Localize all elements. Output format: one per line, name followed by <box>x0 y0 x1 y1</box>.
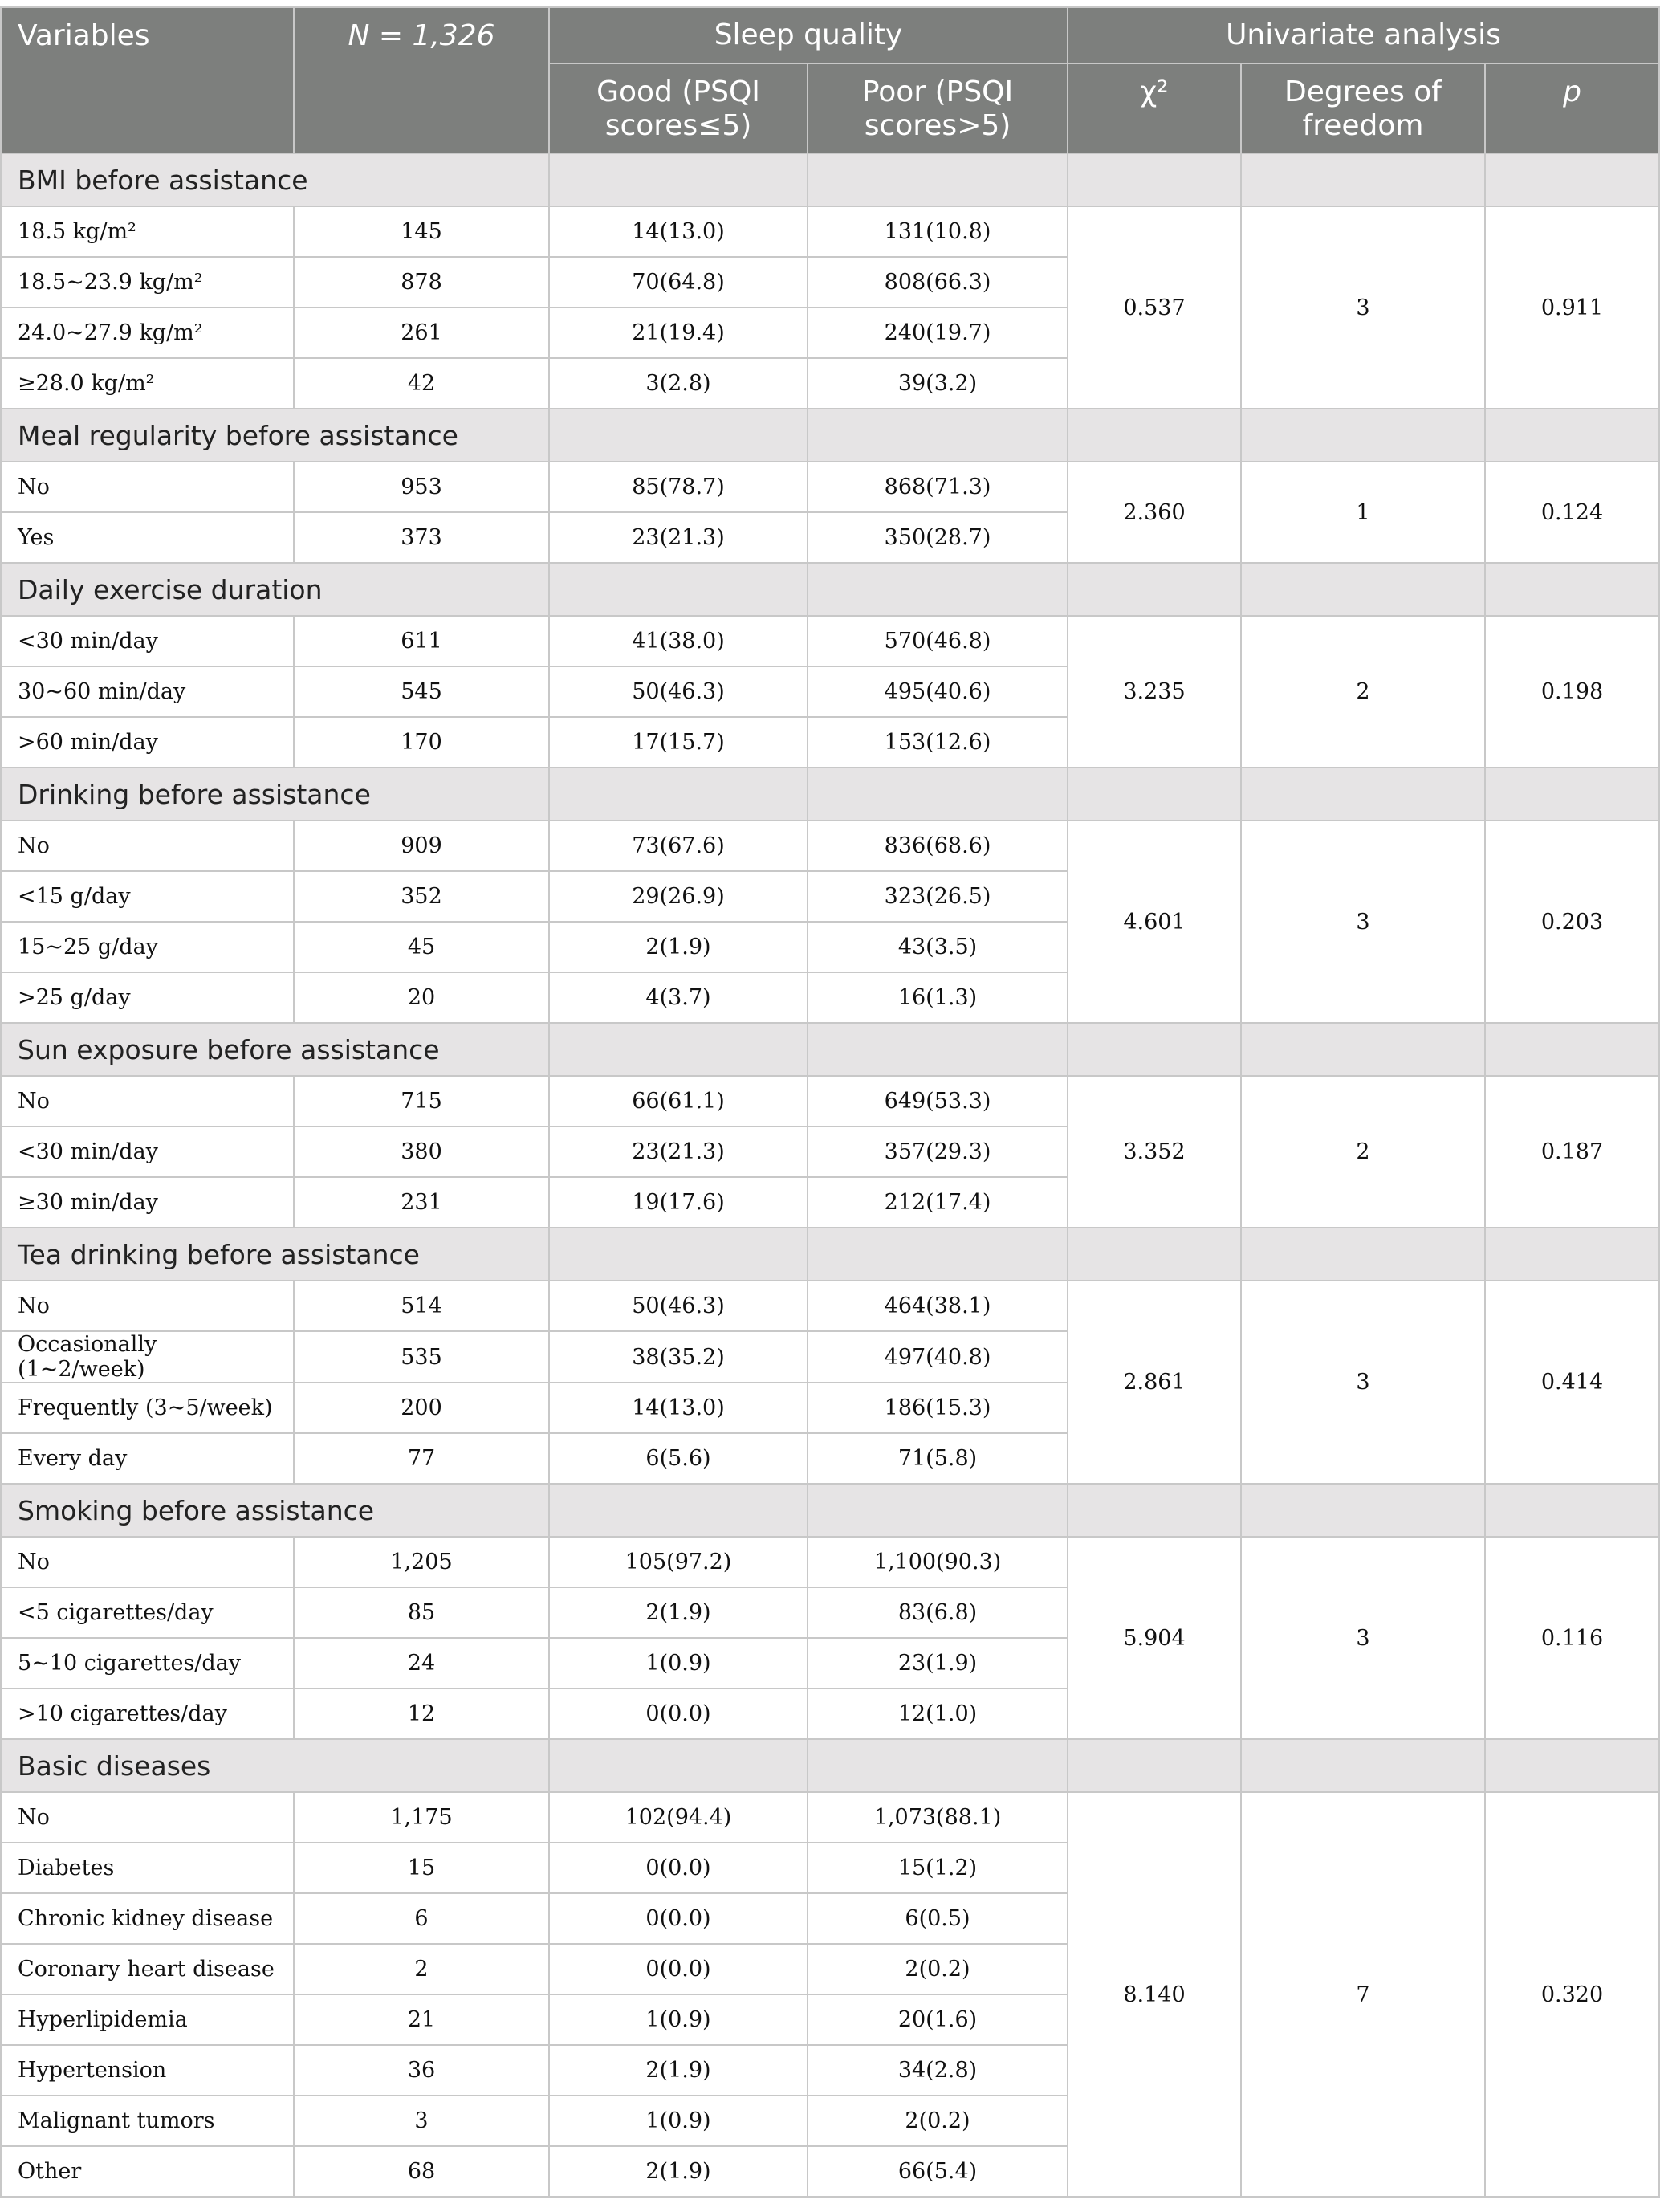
row-good: 85(78.7) <box>549 462 808 512</box>
table-row <box>1 1537 1659 1587</box>
row-n: 514 <box>294 1281 549 1331</box>
row-good: 105(97.2) <box>549 1537 808 1587</box>
table-row <box>1 1792 1659 1843</box>
row-good: 2(1.9) <box>549 922 808 972</box>
group-empty-cell <box>549 409 808 462</box>
group-empty-cell <box>1241 153 1485 206</box>
row-chi-square: 2.861 <box>1068 1281 1241 1484</box>
row-poor: 495(40.6) <box>808 666 1068 717</box>
row-poor: 153(12.6) <box>808 717 1068 768</box>
row-poor: 66(5.4) <box>808 2146 1068 2197</box>
row-degrees-of-freedom: 7 <box>1241 1792 1485 2197</box>
group-empty-cell <box>549 1739 808 1792</box>
group-row <box>1 1228 1659 1281</box>
group-label: Tea drinking before assistance <box>1 1228 549 1281</box>
group-empty-cell <box>1068 1484 1241 1537</box>
header-degrees-of-freedom: Degrees of freedom <box>1241 63 1485 153</box>
row-label: Frequently (3~5/week) <box>1 1383 294 1433</box>
group-empty-cell <box>1485 563 1659 616</box>
row-label: No <box>1 462 294 512</box>
row-good: 21(19.4) <box>549 308 808 358</box>
header-sleep-quality: Sleep quality <box>549 7 1068 63</box>
row-good: 0(0.0) <box>549 1843 808 1893</box>
row-poor: 323(26.5) <box>808 871 1068 922</box>
row-good: 14(13.0) <box>549 206 808 257</box>
group-label: Basic diseases <box>1 1739 549 1792</box>
row-n: 380 <box>294 1126 549 1177</box>
group-empty-cell <box>549 153 808 206</box>
row-n: 2 <box>294 1944 549 1994</box>
row-n: 12 <box>294 1689 549 1739</box>
row-label: 18.5 kg/m² <box>1 206 294 257</box>
group-empty-cell <box>808 563 1068 616</box>
row-poor: 868(71.3) <box>808 462 1068 512</box>
table-row <box>1 616 1659 666</box>
row-n: 77 <box>294 1433 549 1484</box>
row-label: Chronic kidney disease <box>1 1893 294 1944</box>
header-p-text: p <box>1563 75 1581 108</box>
header-n-text: N = 1,326 <box>348 19 495 52</box>
row-label: 5~10 cigarettes/day <box>1 1638 294 1689</box>
table-row <box>1 821 1659 871</box>
row-n: 545 <box>294 666 549 717</box>
row-label: Other <box>1 2146 294 2197</box>
row-degrees-of-freedom: 3 <box>1241 206 1485 409</box>
row-good: 41(38.0) <box>549 616 808 666</box>
row-n: 373 <box>294 512 549 563</box>
group-empty-cell <box>1068 1739 1241 1792</box>
row-n: 15 <box>294 1843 549 1893</box>
group-empty-cell <box>1485 768 1659 821</box>
row-n: 909 <box>294 821 549 871</box>
group-row <box>1 1023 1659 1076</box>
row-n: 36 <box>294 2045 549 2096</box>
row-good: 3(2.8) <box>549 358 808 409</box>
row-n: 21 <box>294 1994 549 2045</box>
row-good: 23(21.3) <box>549 512 808 563</box>
row-poor: 497(40.8) <box>808 1331 1068 1383</box>
header-poor: Poor (PSQI scores>5) <box>808 63 1068 153</box>
row-label: Yes <box>1 512 294 563</box>
row-good: 50(46.3) <box>549 1281 808 1331</box>
row-label: >60 min/day <box>1 717 294 768</box>
group-empty-cell <box>808 768 1068 821</box>
table-header <box>1 7 1659 153</box>
table-body <box>1 153 1659 2197</box>
row-label: 30~60 min/day <box>1 666 294 717</box>
row-n: 68 <box>294 2146 549 2197</box>
row-p-value: 0.116 <box>1485 1537 1659 1739</box>
row-good: 17(15.7) <box>549 717 808 768</box>
row-p-value: 0.414 <box>1485 1281 1659 1484</box>
row-label: 24.0~27.9 kg/m² <box>1 308 294 358</box>
group-empty-cell <box>808 409 1068 462</box>
table-row <box>1 1076 1659 1126</box>
row-poor: 357(29.3) <box>808 1126 1068 1177</box>
row-poor: 240(19.7) <box>808 308 1068 358</box>
group-empty-cell <box>1241 1484 1485 1537</box>
row-poor: 15(1.2) <box>808 1843 1068 1893</box>
row-good: 19(17.6) <box>549 1177 808 1228</box>
row-good: 0(0.0) <box>549 1944 808 1994</box>
row-p-value: 0.198 <box>1485 616 1659 768</box>
sleep-quality-table <box>0 6 1660 2198</box>
row-n: 715 <box>294 1076 549 1126</box>
row-poor: 649(53.3) <box>808 1076 1068 1126</box>
row-poor: 39(3.2) <box>808 358 1068 409</box>
row-label: Every day <box>1 1433 294 1484</box>
row-chi-square: 2.360 <box>1068 462 1241 563</box>
row-n: 42 <box>294 358 549 409</box>
row-good: 2(1.9) <box>549 2045 808 2096</box>
row-n: 3 <box>294 2096 549 2146</box>
group-label: Sun exposure before assistance <box>1 1023 549 1076</box>
row-label: <30 min/day <box>1 616 294 666</box>
row-chi-square: 4.601 <box>1068 821 1241 1023</box>
row-p-value: 0.187 <box>1485 1076 1659 1228</box>
row-n: 85 <box>294 1587 549 1638</box>
group-empty-cell <box>1485 153 1659 206</box>
group-empty-cell <box>1485 1484 1659 1537</box>
row-degrees-of-freedom: 3 <box>1241 1281 1485 1484</box>
header-variables: Variables <box>1 7 294 153</box>
group-empty-cell <box>808 1023 1068 1076</box>
row-poor: 808(66.3) <box>808 257 1068 308</box>
row-good: 4(3.7) <box>549 972 808 1023</box>
row-label: Diabetes <box>1 1843 294 1893</box>
row-n: 231 <box>294 1177 549 1228</box>
group-empty-cell <box>1068 768 1241 821</box>
row-poor: 1,073(88.1) <box>808 1792 1068 1843</box>
row-poor: 12(1.0) <box>808 1689 1068 1739</box>
row-n: 20 <box>294 972 549 1023</box>
group-row <box>1 1739 1659 1792</box>
group-empty-cell <box>808 1484 1068 1537</box>
row-n: 611 <box>294 616 549 666</box>
row-good: 2(1.9) <box>549 1587 808 1638</box>
row-label: No <box>1 821 294 871</box>
row-poor: 186(15.3) <box>808 1383 1068 1433</box>
group-empty-cell <box>808 153 1068 206</box>
row-p-value: 0.203 <box>1485 821 1659 1023</box>
row-good: 1(0.9) <box>549 1638 808 1689</box>
row-label: >10 cigarettes/day <box>1 1689 294 1739</box>
row-poor: 570(46.8) <box>808 616 1068 666</box>
row-n: 145 <box>294 206 549 257</box>
group-row <box>1 409 1659 462</box>
group-empty-cell <box>549 1228 808 1281</box>
row-good: 14(13.0) <box>549 1383 808 1433</box>
row-good: 29(26.9) <box>549 871 808 922</box>
header-p-value <box>1485 63 1659 153</box>
row-n: 1,205 <box>294 1537 549 1587</box>
row-poor: 83(6.8) <box>808 1587 1068 1638</box>
group-empty-cell <box>1241 1023 1485 1076</box>
table-row <box>1 1281 1659 1331</box>
row-poor: 20(1.6) <box>808 1994 1068 2045</box>
group-row <box>1 1484 1659 1537</box>
row-n: 878 <box>294 257 549 308</box>
group-empty-cell <box>1241 1739 1485 1792</box>
row-poor: 16(1.3) <box>808 972 1068 1023</box>
header-good: Good (PSQI scores≤5) <box>549 63 808 153</box>
group-empty-cell <box>1068 1023 1241 1076</box>
row-good: 0(0.0) <box>549 1689 808 1739</box>
row-label: Occasionally (1~2/week) <box>1 1331 294 1383</box>
row-degrees-of-freedom: 3 <box>1241 821 1485 1023</box>
group-row <box>1 153 1659 206</box>
row-n: 45 <box>294 922 549 972</box>
row-label: >25 g/day <box>1 972 294 1023</box>
row-label: <30 min/day <box>1 1126 294 1177</box>
row-poor: 212(17.4) <box>808 1177 1068 1228</box>
row-chi-square: 0.537 <box>1068 206 1241 409</box>
row-label: No <box>1 1076 294 1126</box>
row-good: 70(64.8) <box>549 257 808 308</box>
row-poor: 464(38.1) <box>808 1281 1068 1331</box>
group-empty-cell <box>549 1023 808 1076</box>
row-n: 261 <box>294 308 549 358</box>
group-empty-cell <box>1485 1023 1659 1076</box>
row-n: 170 <box>294 717 549 768</box>
row-label: 18.5~23.9 kg/m² <box>1 257 294 308</box>
group-empty-cell <box>1241 1228 1485 1281</box>
row-poor: 350(28.7) <box>808 512 1068 563</box>
row-poor: 2(0.2) <box>808 2096 1068 2146</box>
row-poor: 131(10.8) <box>808 206 1068 257</box>
group-empty-cell <box>1485 1739 1659 1792</box>
row-n: 535 <box>294 1331 549 1383</box>
row-poor: 6(0.5) <box>808 1893 1068 1944</box>
row-label: 15~25 g/day <box>1 922 294 972</box>
row-good: 1(0.9) <box>549 1994 808 2045</box>
row-good: 2(1.9) <box>549 2146 808 2197</box>
row-n: 953 <box>294 462 549 512</box>
group-empty-cell <box>1241 768 1485 821</box>
group-row <box>1 563 1659 616</box>
row-degrees-of-freedom: 2 <box>1241 1076 1485 1228</box>
row-degrees-of-freedom: 1 <box>1241 462 1485 563</box>
header-chi-square: χ² <box>1068 63 1241 153</box>
group-empty-cell <box>1485 409 1659 462</box>
row-n: 200 <box>294 1383 549 1433</box>
row-n: 352 <box>294 871 549 922</box>
row-good: 6(5.6) <box>549 1433 808 1484</box>
group-row <box>1 768 1659 821</box>
group-label: Meal regularity before assistance <box>1 409 549 462</box>
row-good: 0(0.0) <box>549 1893 808 1944</box>
row-poor: 43(3.5) <box>808 922 1068 972</box>
row-p-value: 0.320 <box>1485 1792 1659 2197</box>
row-label: <15 g/day <box>1 871 294 922</box>
row-label: No <box>1 1792 294 1843</box>
row-n: 6 <box>294 1893 549 1944</box>
row-good: 102(94.4) <box>549 1792 808 1843</box>
row-label: Hyperlipidemia <box>1 1994 294 2045</box>
row-poor: 34(2.8) <box>808 2045 1068 2096</box>
row-label: No <box>1 1281 294 1331</box>
group-empty-cell <box>1068 409 1241 462</box>
row-label: Hypertension <box>1 2045 294 2096</box>
table-row <box>1 462 1659 512</box>
row-n: 1,175 <box>294 1792 549 1843</box>
row-label: No <box>1 1537 294 1587</box>
row-poor: 71(5.8) <box>808 1433 1068 1484</box>
row-good: 1(0.9) <box>549 2096 808 2146</box>
row-good: 23(21.3) <box>549 1126 808 1177</box>
group-label: BMI before assistance <box>1 153 549 206</box>
row-degrees-of-freedom: 2 <box>1241 616 1485 768</box>
row-label: Malignant tumors <box>1 2096 294 2146</box>
row-label: ≥28.0 kg/m² <box>1 358 294 409</box>
group-empty-cell <box>1068 1228 1241 1281</box>
group-label: Drinking before assistance <box>1 768 549 821</box>
row-poor: 1,100(90.3) <box>808 1537 1068 1587</box>
row-good: 50(46.3) <box>549 666 808 717</box>
row-poor: 2(0.2) <box>808 1944 1068 1994</box>
row-p-value: 0.124 <box>1485 462 1659 563</box>
row-poor: 836(68.6) <box>808 821 1068 871</box>
group-label: Smoking before assistance <box>1 1484 549 1537</box>
header-univariate-analysis: Univariate analysis <box>1068 7 1659 63</box>
row-label: <5 cigarettes/day <box>1 1587 294 1638</box>
row-n: 24 <box>294 1638 549 1689</box>
row-chi-square: 3.352 <box>1068 1076 1241 1228</box>
row-label: ≥30 min/day <box>1 1177 294 1228</box>
row-label: Coronary heart disease <box>1 1944 294 1994</box>
row-poor: 23(1.9) <box>808 1638 1068 1689</box>
table-row <box>1 206 1659 257</box>
group-empty-cell <box>1485 1228 1659 1281</box>
group-label: Daily exercise duration <box>1 563 549 616</box>
group-empty-cell <box>808 1228 1068 1281</box>
row-good: 66(61.1) <box>549 1076 808 1126</box>
group-empty-cell <box>549 1484 808 1537</box>
header-n <box>294 7 549 153</box>
group-empty-cell <box>1241 409 1485 462</box>
group-empty-cell <box>549 768 808 821</box>
row-p-value: 0.911 <box>1485 206 1659 409</box>
row-chi-square: 5.904 <box>1068 1537 1241 1739</box>
group-empty-cell <box>1241 563 1485 616</box>
group-empty-cell <box>808 1739 1068 1792</box>
row-good: 38(35.2) <box>549 1331 808 1383</box>
row-chi-square: 8.140 <box>1068 1792 1241 2197</box>
group-empty-cell <box>549 563 808 616</box>
row-degrees-of-freedom: 3 <box>1241 1537 1485 1739</box>
row-chi-square: 3.235 <box>1068 616 1241 768</box>
group-empty-cell <box>1068 563 1241 616</box>
row-good: 73(67.6) <box>549 821 808 871</box>
group-empty-cell <box>1068 153 1241 206</box>
